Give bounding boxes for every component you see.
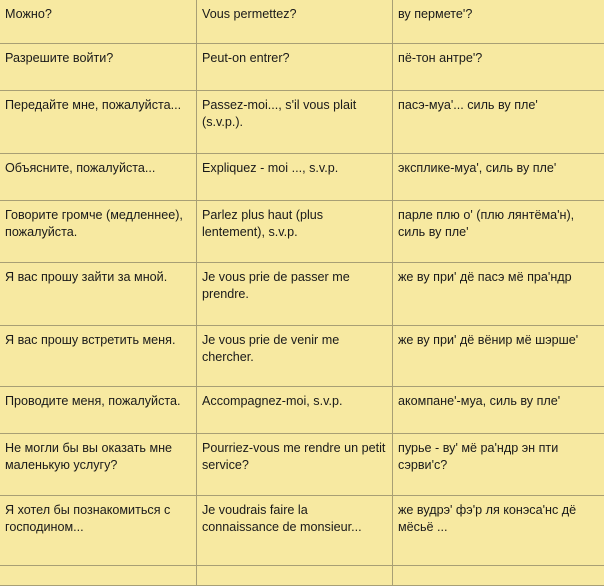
transcription-cell: же вудрэ' фэ'р ля конэса'нс дё мёсьё ... [393, 496, 604, 566]
french-phrase-cell: Peut-on entrer? [197, 44, 393, 91]
french-phrase-cell: Passez-moi..., s'il vous plait (s.v.p.). [197, 91, 393, 154]
russian-phrase-cell: Говорите громче (медленнее), пожалуйста. [0, 201, 197, 263]
table-row [0, 91, 604, 154]
french-phrase-cell: Accompagnez-moi, s.v.p. [197, 387, 393, 434]
russian-phrase-cell: Я вас прошу зайти за мной. [0, 263, 197, 326]
russian-phrase-cell: Объясните, пожалуйста... [0, 154, 197, 201]
transcription-cell: акомпане'-муа, силь ву пле' [393, 387, 604, 434]
russian-phrase-cell: Я хотел бы познакомиться с господином... [0, 496, 197, 566]
table-row [0, 263, 604, 326]
transcription-cell: же ву при' дё пасэ мё пра'ндр [393, 263, 604, 326]
table-row [0, 0, 604, 44]
french-phrase-cell: Je vous prie de venir me chercher. [197, 326, 393, 387]
russian-phrase-cell: Разрешите войти? [0, 44, 197, 91]
table-row [0, 387, 604, 434]
table-row [0, 434, 604, 496]
transcription-cell: ву пермете'? [393, 0, 604, 44]
french-phrase-cell: Parlez plus haut (plus lentement), s.v.p. [197, 201, 393, 263]
russian-phrase-cell: Проводите меня, пожалуйста. [0, 387, 197, 434]
russian-phrase-cell: Не могли бы вы оказать мне маленькую услугу? [0, 434, 197, 496]
french-phrase-cell: Pourriez-vous me rendre un petit service? [197, 434, 393, 496]
transcription-cell: пё-тон антре'? [393, 44, 604, 91]
french-phrase-cell: Je voudrais faire la connaissance de monsieur... [197, 496, 393, 566]
table-row [0, 154, 604, 201]
transcription-cell: эксплике-муа', силь ву пле' [393, 154, 604, 201]
transcription-cell: парле плю о' (плю лянтёма'н), силь ву пле' [393, 201, 604, 263]
table-row [0, 496, 604, 566]
russian-phrase-cell: Я вас прошу встретить меня. [0, 326, 197, 387]
french-phrase-cell: Vous permettez? [197, 0, 393, 44]
french-phrase-cell: Je vous prie de passer me prendre. [197, 263, 393, 326]
table-row [0, 326, 604, 387]
table-row [0, 44, 604, 91]
table-row [0, 201, 604, 263]
russian-phrase-cell: Передайте мне, пожалуйста... [0, 91, 197, 154]
transcription-cell: пурье - ву' мё ра'ндр эн пти сэрви'с? [393, 434, 604, 496]
transcription-cell: пасэ-муа'... силь ву пле' [393, 91, 604, 154]
russian-phrase-cell: Можно? [0, 0, 197, 44]
french-phrase-cell: Expliquez - moi ..., s.v.p. [197, 154, 393, 201]
transcription-cell: же ву при' дё вёнир мё шэрше' [393, 326, 604, 387]
